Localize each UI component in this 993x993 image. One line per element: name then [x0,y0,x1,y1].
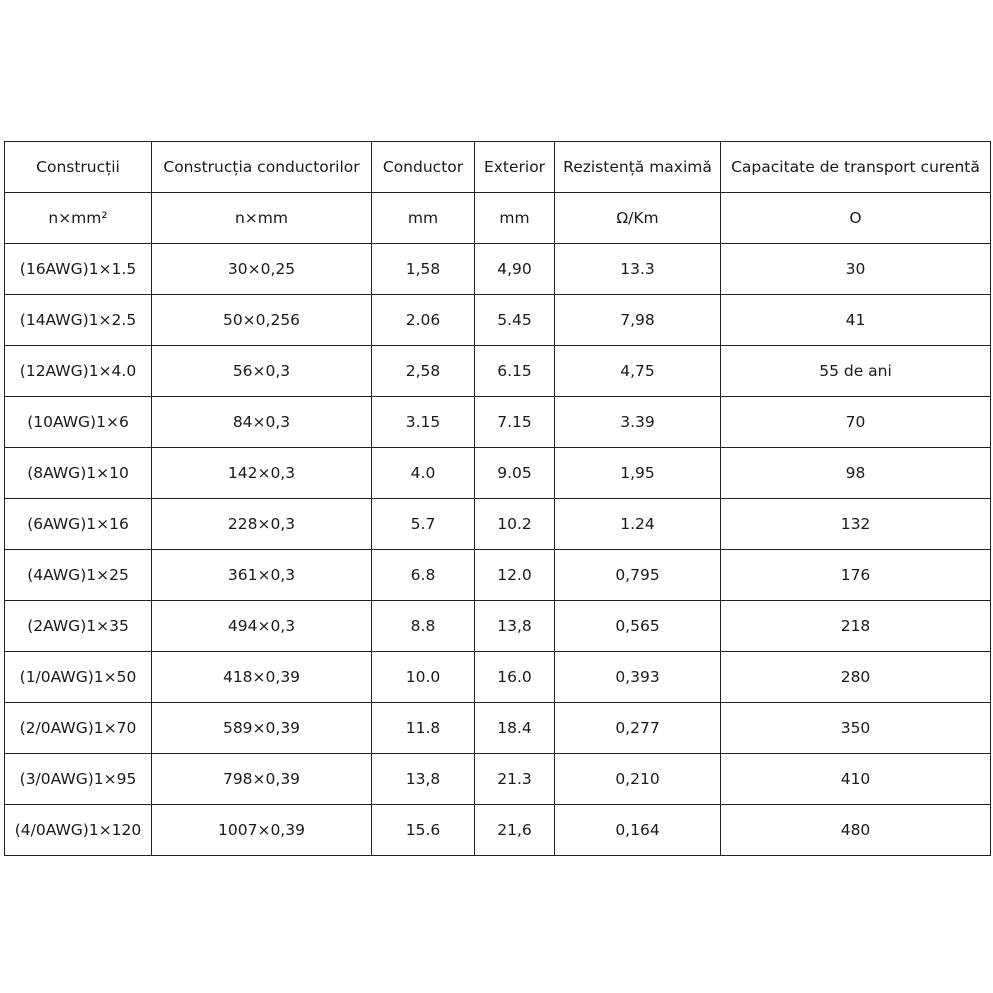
table-row [5,652,991,703]
table-cell: (14AWG)1×2.5 [5,295,152,346]
table-cell: 8.8 [372,601,475,652]
table-cell: 132 [721,499,991,550]
table-cell: 98 [721,448,991,499]
table-cell: 15.6 [372,805,475,856]
unit-cell: mm [372,193,475,244]
header-row [5,142,991,193]
table-cell: (16AWG)1×1.5 [5,244,152,295]
table-cell: 1,58 [372,244,475,295]
table-cell: 350 [721,703,991,754]
table-cell: 70 [721,397,991,448]
table-cell: (2AWG)1×35 [5,601,152,652]
table-row [5,244,991,295]
unit-cell: mm [475,193,555,244]
table-cell: 418×0,39 [152,652,372,703]
table-cell: (12AWG)1×4.0 [5,346,152,397]
table-cell: (6AWG)1×16 [5,499,152,550]
table-cell: 21.3 [475,754,555,805]
table-cell: 494×0,3 [152,601,372,652]
table-row [5,754,991,805]
header-cell: Rezistență maximă [555,142,721,193]
table-row [5,601,991,652]
table-cell: 16.0 [475,652,555,703]
table-cell: 9.05 [475,448,555,499]
table-cell: (3/0AWG)1×95 [5,754,152,805]
header-cell: Construcția conductorilor [152,142,372,193]
table-cell: 480 [721,805,991,856]
table-cell: (8AWG)1×10 [5,448,152,499]
table-cell: 589×0,39 [152,703,372,754]
table-cell: 13,8 [475,601,555,652]
unit-cell: n×mm [152,193,372,244]
table-cell: 0,393 [555,652,721,703]
table-cell: 6.15 [475,346,555,397]
table-cell: 0,795 [555,550,721,601]
table-cell: 7.15 [475,397,555,448]
cable-spec-table [4,141,991,856]
header-cell: Exterior [475,142,555,193]
table-row [5,448,991,499]
header-cell: Capacitate de transport curentă [721,142,991,193]
table-cell: (2/0AWG)1×70 [5,703,152,754]
table-cell: 18.4 [475,703,555,754]
table-cell: 361×0,3 [152,550,372,601]
table-row [5,805,991,856]
table-cell: 0,164 [555,805,721,856]
table-cell: 30 [721,244,991,295]
table-cell: 4.0 [372,448,475,499]
table-cell: 0,277 [555,703,721,754]
table-cell: (4AWG)1×25 [5,550,152,601]
table-row [5,346,991,397]
header-cell: Conductor [372,142,475,193]
table-cell: (1/0AWG)1×50 [5,652,152,703]
table-cell: 0,565 [555,601,721,652]
table-cell: 13,8 [372,754,475,805]
table-body [5,142,991,856]
table-cell: 10.0 [372,652,475,703]
table-cell: 13.3 [555,244,721,295]
table-row [5,550,991,601]
table-cell: 11.8 [372,703,475,754]
table-cell: 5.45 [475,295,555,346]
table-cell: (10AWG)1×6 [5,397,152,448]
table-cell: 3.39 [555,397,721,448]
table-cell: 4,90 [475,244,555,295]
table-cell: 7,98 [555,295,721,346]
table-cell: (4/0AWG)1×120 [5,805,152,856]
table-cell: 218 [721,601,991,652]
table-cell: 5.7 [372,499,475,550]
table-row [5,397,991,448]
table-cell: 798×0,39 [152,754,372,805]
table-cell: 228×0,3 [152,499,372,550]
table-row [5,703,991,754]
table-cell: 50×0,256 [152,295,372,346]
table-cell: 21,6 [475,805,555,856]
table-cell: 280 [721,652,991,703]
table-cell: 2,58 [372,346,475,397]
units-row [5,193,991,244]
table-cell: 6.8 [372,550,475,601]
table-cell: 41 [721,295,991,346]
table-cell: 176 [721,550,991,601]
table-cell: 1007×0,39 [152,805,372,856]
table-cell: 0,210 [555,754,721,805]
table-row [5,499,991,550]
table-cell: 2.06 [372,295,475,346]
table-cell: 3.15 [372,397,475,448]
unit-cell: Ω/Km [555,193,721,244]
table-cell: 1,95 [555,448,721,499]
header-cell: Construcții [5,142,152,193]
table-cell: 1.24 [555,499,721,550]
table-cell: 142×0,3 [152,448,372,499]
table-cell: 10.2 [475,499,555,550]
table-cell: 56×0,3 [152,346,372,397]
table-row [5,295,991,346]
table-cell: 84×0,3 [152,397,372,448]
table-cell: 30×0,25 [152,244,372,295]
table-cell: 410 [721,754,991,805]
table-cell: 55 de ani [721,346,991,397]
unit-cell: O [721,193,991,244]
unit-cell: n×mm² [5,193,152,244]
table-cell: 12.0 [475,550,555,601]
table-cell: 4,75 [555,346,721,397]
